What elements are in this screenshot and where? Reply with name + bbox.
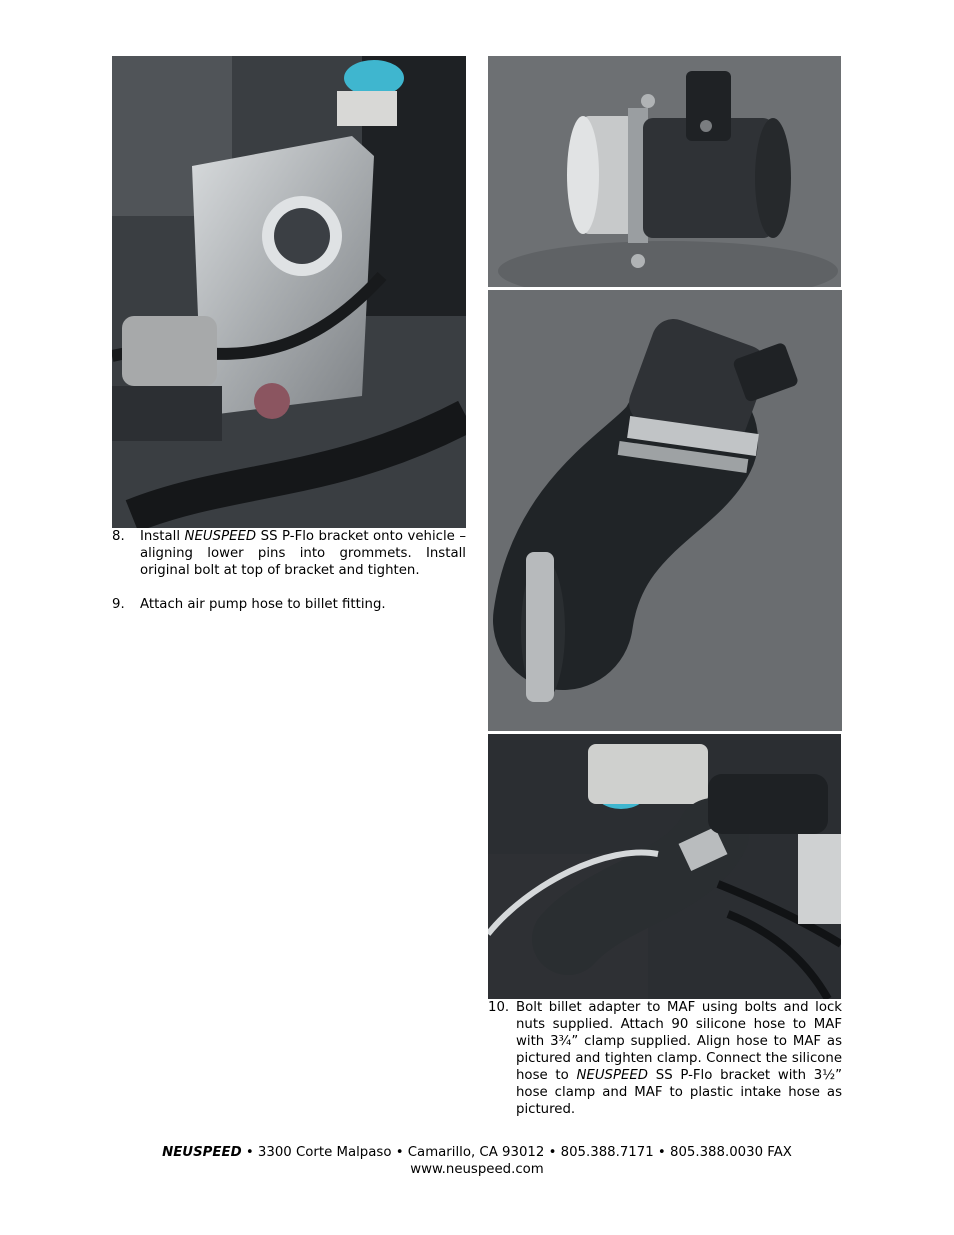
step-number: 8. [112,529,125,544]
step-text [516,999,842,1118]
footer-brand: NEUSPEED [162,1145,242,1160]
footer-website[interactable]: www.neuspeed.com [410,1162,544,1177]
brand-name: NEUSPEED [184,529,257,544]
silicone-hose-maf-photo [488,290,842,731]
page-footer [0,1144,954,1178]
installed-intake-photo [488,734,841,999]
step-10 [488,999,842,1118]
step-text-part: Bolt billet adapter to MAF using bolts and lock nuts supplied. Attach 90 silicone hose to MAF with 3¾” clamp supplied. Align hose to MAF as pictured and tighten clamp. Connect the silicone hose to [516,1000,842,1083]
brand-name: NEUSPEED [576,1068,649,1083]
right-instructions [488,999,842,1118]
step-number: 9. [112,597,125,612]
step-9 [112,596,466,613]
left-instructions [112,528,466,613]
step-number: 10. [488,1000,510,1015]
footer-address: • 3300 Corte Malpaso • Camarillo, CA 93012 • 805.388.7171 • 805.388.0030 FAX [241,1145,792,1160]
engine-bay-bracket-photo [112,56,466,528]
maf-sensor-photo [488,56,841,287]
footer-address-line [0,1144,954,1161]
step-text-part: SS P-Flo bracket onto vehicle – aligning lower pins into grommets. Install original bolt at top of bracket and tighten. [140,529,466,578]
step-text: Attach air pump hose to billet fitting. [140,597,386,612]
step-text-part: Install [140,529,185,544]
step-text [140,528,466,579]
step-8 [112,528,466,579]
step-text-part: SS P-Flo bracket with 3½” hose clamp and MAF to plastic intake hose as pictured. [516,1068,842,1117]
